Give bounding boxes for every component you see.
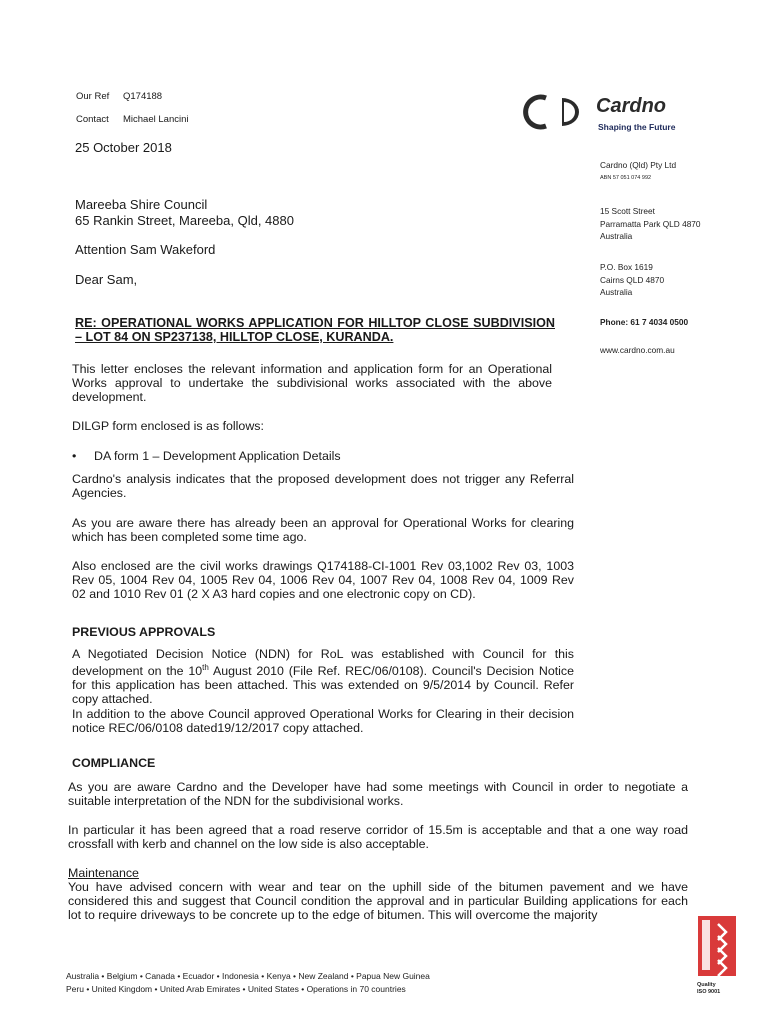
clearing-paragraph: As you are aware there has already been an approval for Operational Works for clearing which has been completed some time ago.	[72, 516, 574, 544]
cert-label-quality: Quality	[697, 982, 716, 988]
street-line-1: 15 Scott Street	[600, 206, 655, 216]
street-line-2: Parramatta Park QLD 4870	[600, 218, 701, 229]
drawings-paragraph: Also enclosed are the civil works drawings Q174188-CI-1001 Rev 03,1002 Rev 03, 1003 Rev 05, 1004 Rev 04, 1005 Rev 04, 1006 Rev 04, 1007 Rev 04, 1008 Rev 04, 1009 Rev 02 and 1010 Rev 01 (2 X A3 hard copies and one electronic copy on CD).	[72, 559, 574, 601]
letter-date: 25 October 2018	[75, 140, 172, 155]
brand-tagline: Shaping the Future	[598, 122, 676, 132]
clearing-approval-paragraph: In addition to the above Council approved Operational Works for Clearing in their decision notice REC/06/0108 dated19/12/2017 copy attached.	[72, 707, 574, 735]
po-line-2: Cairns QLD 4870	[600, 274, 665, 285]
road-reserve-paragraph: In particular it has been agreed that a road reserve corridor of 15.5m is acceptable and that a one way road crossfall with kerb and channel on the low side is also acceptable.	[68, 823, 688, 851]
company-abn: ABN 57 051 074 992	[600, 175, 652, 181]
maintenance-paragraph: You have advised concern with wear and tear on the uphill side of the bitumen pavement and we have considered this and suggest that Council condition the approval and in particular Building applications for each lot to require driveways to be concrete up to the edge of bitumen. This will overcome the majority	[68, 880, 688, 922]
street-address	[600, 205, 701, 243]
ref-label: Our Ref	[76, 91, 110, 102]
ndn-superscript: th	[202, 663, 209, 672]
reference-line	[76, 91, 162, 102]
ref-value: Q174188	[123, 91, 163, 102]
po-line-1: P.O. Box 1619	[600, 262, 653, 272]
intro-paragraph: This letter encloses the relevant information and application form for an Operational Works approval to undertake the subdivisional works associated with the above development.	[72, 362, 552, 404]
subject-line: RE: OPERATIONAL WORKS APPLICATION FOR HILLTOP CLOSE SUBDIVISION – LOT 84 ON SP237138, HILLTOP CLOSE, KURANDA.	[75, 316, 555, 344]
company-name: Cardno (Qld) Pty Ltd	[600, 160, 677, 170]
bullet-item	[72, 449, 552, 463]
recipient-street: 65 Rankin Street, Mareeba, Qld, 4880	[75, 213, 294, 228]
compliance-heading: COMPLIANCE	[72, 756, 156, 770]
contact-value: Michael Lancini	[123, 114, 189, 125]
po-box-address	[600, 261, 664, 299]
previous-approvals-heading: PREVIOUS APPROVALS	[72, 625, 216, 639]
quality-certification-badge	[696, 916, 740, 980]
maintenance-heading: Maintenance	[68, 866, 139, 880]
contact-line	[76, 114, 188, 125]
bullet-symbol: •	[72, 449, 77, 463]
phone-number: Phone: 61 7 4034 0500	[600, 317, 689, 327]
salutation: Dear Sam,	[75, 272, 138, 287]
brand-name: Cardno	[596, 95, 666, 117]
po-line-3: Australia	[600, 287, 633, 297]
attention-line: Attention Sam Wakeford	[75, 242, 216, 257]
cert-label-iso: ISO 9001	[697, 989, 721, 995]
referral-paragraph: Cardno's analysis indicates that the proposed development does not trigger any Referral Agencies.	[72, 472, 574, 500]
street-line-3: Australia	[600, 231, 633, 241]
ndn-paragraph	[72, 647, 574, 706]
website-link[interactable]: www.cardno.com.au	[600, 345, 675, 355]
ndn-text-b: August 2010 (File Ref. REC/06/0108). Council's Decision Notice for this application has been attached. This was extended on 9/5/2014 by Council. Refer copy attached.	[72, 664, 574, 707]
recipient-name: Mareeba Shire Council	[75, 197, 208, 212]
recipient-address	[75, 197, 294, 229]
bullet-text: DA form 1 – Development Application Details	[94, 449, 341, 463]
footer-countries-line-2: Peru • United Kingdom • United Arab Emirates • United States • Operations in 70 countries	[66, 984, 406, 994]
footer-countries-line-1: Australia • Belgium • Canada • Ecuador • Indonesia • Kenya • New Zealand • Papua New Guinea	[66, 971, 430, 981]
ndn-text-a: A Negotiated Decision Notice (NDN) for RoL was established with Council for this development on the 10	[72, 647, 574, 679]
forms-intro: DILGP form enclosed is as follows:	[72, 419, 264, 433]
meetings-paragraph: As you are aware Cardno and the Developer have had some meetings with Council in order to negotiate a suitable interpretation of the NDN for the subdivisional works.	[68, 780, 688, 808]
contact-label: Contact	[76, 114, 109, 125]
